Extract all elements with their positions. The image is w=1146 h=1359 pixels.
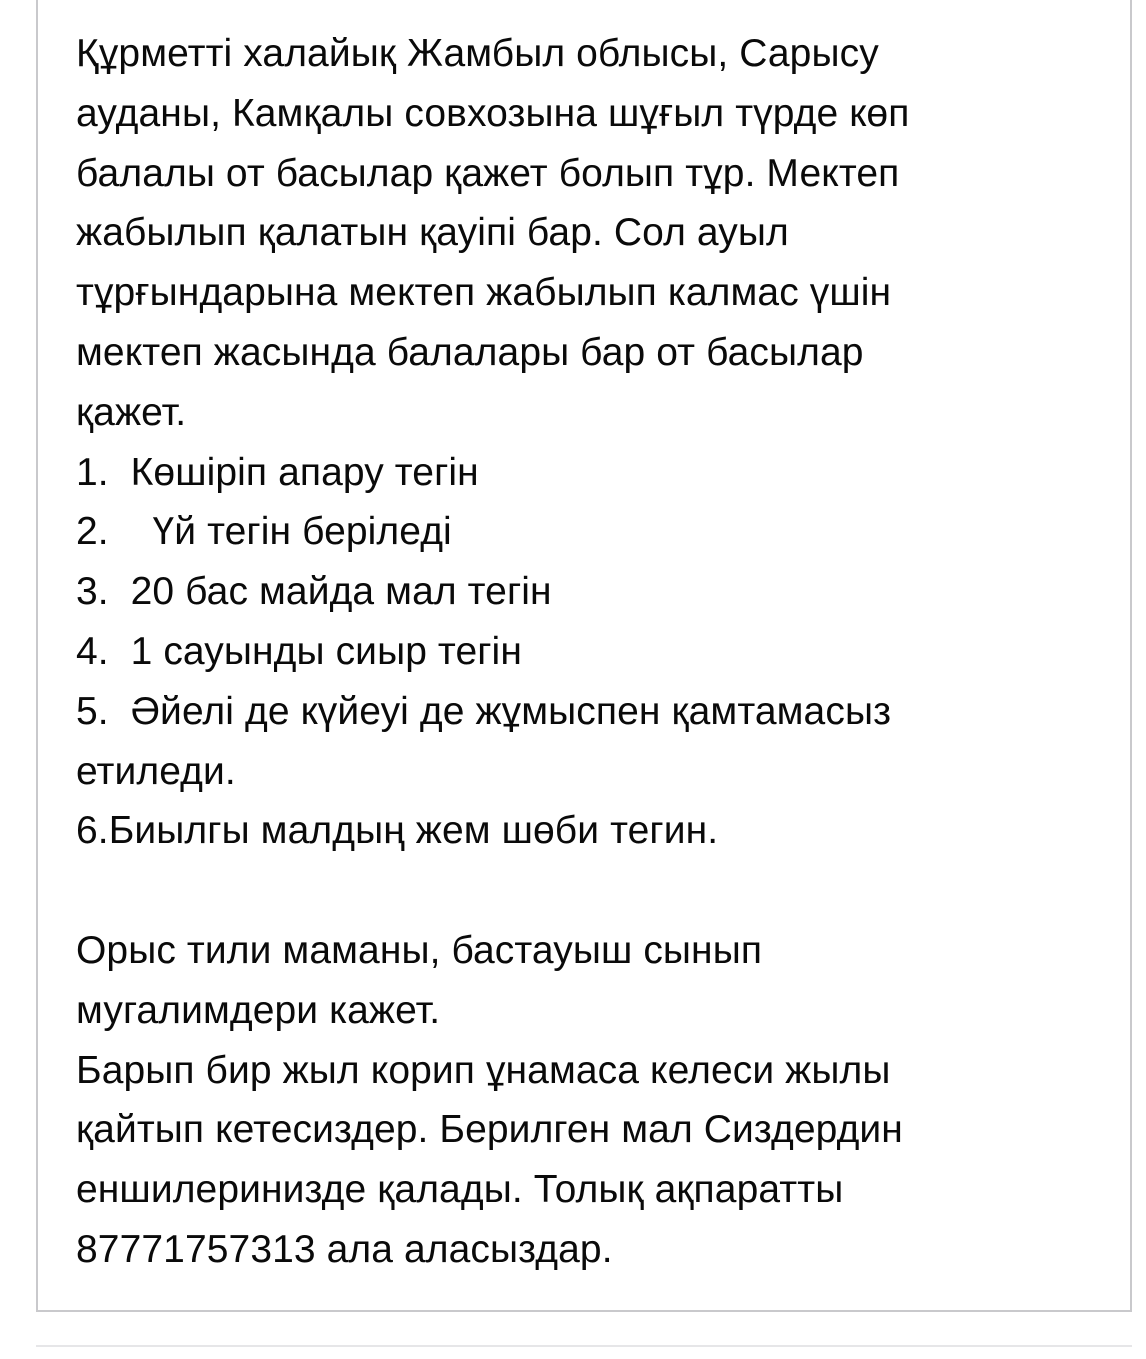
list-number: 5. bbox=[76, 689, 109, 733]
list-text: Көшіріп апару тегін bbox=[130, 450, 479, 494]
divider bbox=[36, 1345, 1132, 1347]
list-item-1 bbox=[76, 443, 1116, 503]
intro-line: балалы от басылар қажет болып тұр. Мектеп bbox=[76, 151, 900, 195]
intro-line: жабылып қалатын қауіпі бар. Сол ауыл bbox=[76, 211, 789, 255]
list-number: 2. bbox=[76, 510, 109, 554]
closing-line: еншилеринизде қалады. Толық ақпаратты bbox=[76, 1168, 844, 1212]
list-item-6: 6.Биылгы малдың жем шөби тегин. bbox=[76, 809, 719, 853]
list-item-5-continuation: етиледи. bbox=[76, 749, 236, 793]
closing-line: Барып бир жыл корип ұнамаса келеси жылы bbox=[76, 1048, 891, 1092]
closing-line-phone: 87771757313 ала аласыздар. bbox=[76, 1227, 613, 1271]
list-number: 3. bbox=[76, 570, 109, 614]
intro-line: мектеп жасында балалары бар от басылар bbox=[76, 330, 864, 374]
post-body bbox=[76, 24, 1116, 1280]
teachers-line: Орыс тили маманы, бастауыш сынып bbox=[76, 928, 763, 972]
intro-line: қажет. bbox=[76, 390, 187, 434]
post-card bbox=[36, 0, 1132, 1312]
intro-line: тұрғындарына мектеп жабылып калмас үшін bbox=[76, 271, 892, 315]
list-item-5 bbox=[76, 682, 1116, 742]
list-number: 1. bbox=[76, 450, 109, 494]
intro-line: ауданы, Камқалы совхозына шұғыл түрде көп bbox=[76, 91, 910, 135]
paragraph-spacer bbox=[76, 861, 1116, 921]
list-text: 20 бас майда мал тегін bbox=[130, 570, 552, 614]
list-text: 1 сауынды сиыр тегін bbox=[130, 629, 522, 673]
list-text: Үй тегін беріледі bbox=[141, 510, 452, 554]
list-item-3 bbox=[76, 562, 1116, 622]
list-number: 4. bbox=[76, 629, 109, 673]
closing-line: қайтып кетесиздер. Берилген мал Сиздердин bbox=[76, 1108, 903, 1152]
teachers-line: мугалимдери кажет. bbox=[76, 988, 441, 1032]
intro-line: Құрметті халайық Жамбыл облысы, Сарысу bbox=[76, 32, 879, 75]
list-item-4 bbox=[76, 622, 1116, 682]
list-text: Әйелі де күйеуі де жұмыспен қамтамасыз bbox=[130, 689, 892, 733]
list-item-2 bbox=[76, 502, 1116, 562]
